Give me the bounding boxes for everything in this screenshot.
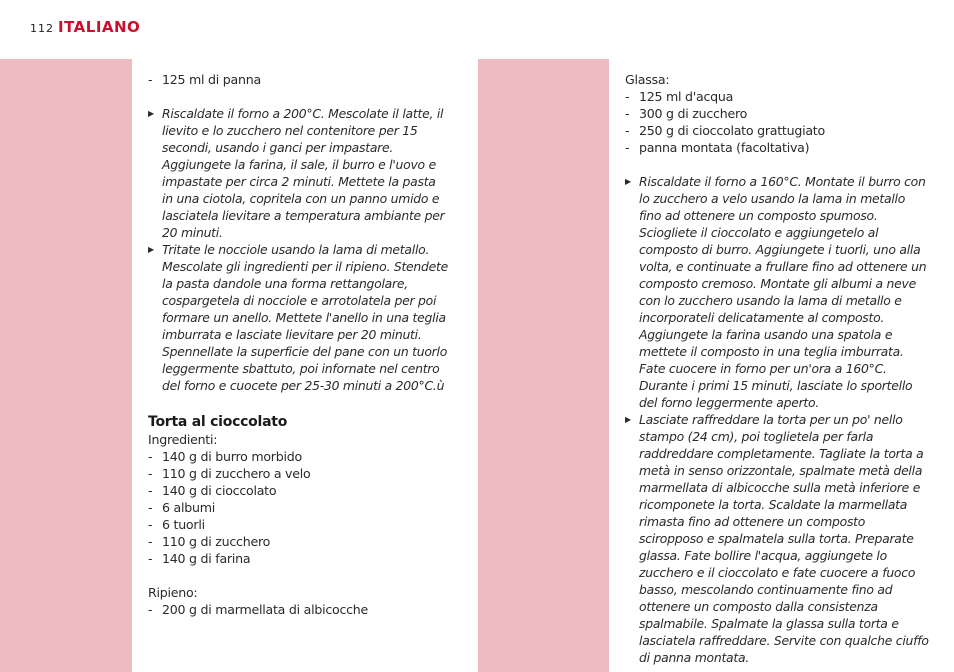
- instruction-text: Riscaldate il forno a 160°C. Montate il burro con lo zucchero a velo usando la lama in metallo fino ad ottenere un composto spumoso. Sciogliete il cioccolato e aggiungetelo al composto di burro. Aggiungete i tuorli, uno alla volta, e continuate a frullare fino ad ottenere un composto cremoso. Montate gli albumi a neve con lo zucchero usando la lama di metallo e incorporateli delicatamente al composto. Aggiungete la farina usando una spatola e mettete il composto in una teglia imburrata. Fate cuocere in forno per un'ora a 160°C. Durante i primi 15 minuti, lasciate lo sportello del forno leggermente aperto.: [639, 174, 927, 410]
- filling-label: Ripieno:: [148, 585, 198, 600]
- triangle-right-icon: ▶: [625, 177, 631, 186]
- instruction-text: Tritate le nocciole usando la lama di metallo. Mescolate gli ingredienti per il ripieno. Stendete la pasta dandole una forma rettangolare, cospargetela di nocciole e arrotolatela per poi formare un anello. Mettete l'anello in una teglia imburrata e lasciate lievitare per 20 minuti. Spennellate la superficie del pane con un tuorlo leggermente sbattuto, poi infornate nel centro del forno e cuocete per 25-30 minuti a 200°C.ù: [162, 242, 449, 393]
- instruction-step: [625, 173, 930, 411]
- ingredient-item: - 140 g di cioccolato: [148, 482, 448, 499]
- right-column: [625, 71, 930, 666]
- glaze-item: - 300 g di zucchero: [625, 105, 930, 122]
- instruction-text: Riscaldate il forno a 200°C. Mescolate il latte, il lievito e lo zucchero nel contenitore per 15 secondi, usando i ganci per impastare. Aggiungete la farina, il sale, il burro e l'uovo e impastate per circa 2 minuti. Mettete la pasta in una ciotola, copritela con un panno umido e lasciatela lievitare a temperatura ambiante per 20 minuti.: [162, 106, 445, 240]
- ingredient-item: - 6 tuorli: [148, 516, 448, 533]
- glaze-label: Glassa:: [625, 72, 670, 87]
- instruction-step: [625, 411, 930, 666]
- left-margin-band: [0, 59, 132, 672]
- ingredients-label: Ingredienti:: [148, 432, 218, 447]
- left-column: [148, 71, 448, 618]
- page-number: 112: [30, 22, 54, 35]
- ingredient-item: - 125 ml di panna: [148, 71, 448, 88]
- ingredient-item: - 110 g di zucchero: [148, 533, 448, 550]
- triangle-right-icon: ▶: [625, 415, 631, 424]
- recipe-title: Torta al cioccolato: [148, 414, 288, 430]
- ingredient-item: - 140 g di farina: [148, 550, 448, 567]
- glaze-item: - 250 g di cioccolato grattugiato: [625, 122, 930, 139]
- filling-item: - 200 g di marmellata di albicocche: [148, 601, 448, 618]
- triangle-right-icon: ▶: [148, 245, 154, 254]
- instruction-text: Lasciate raffreddare la torta per un po' nello stampo (24 cm), poi toglietela per farla raddreddare completamente. Tagliate la torta a metà in senso orizzontale, spalmate metà della marmellata di albicocche sulla metà inferiore e ricomponete la torta. Scaldate la marmellata rimasta fino ad ottenere un composto sciropposo e spalmatela sulla torta. Preparate glassa. Fate bollire l'acqua, aggiungete lo zucchero e il cioccolato e fate cuocere a fuoco basso, mescolando continuamente fino ad ottenere un composto dalla consistenza spalmabile. Spalmate la glassa sulla torta e lasciatela raffreddare. Servite con qualche ciuffo di panna montata.: [639, 412, 929, 665]
- triangle-right-icon: ▶: [148, 109, 154, 118]
- glaze-item: - 125 ml d'acqua: [625, 88, 930, 105]
- ingredient-item: - 140 g di burro morbido: [148, 448, 448, 465]
- instruction-step: [148, 105, 448, 241]
- instruction-step: [148, 241, 448, 394]
- right-margin-band: [478, 59, 609, 672]
- ingredient-item: - 6 albumi: [148, 499, 448, 516]
- glaze-item: - panna montata (facoltativa): [625, 139, 930, 156]
- ingredient-item: - 110 g di zucchero a velo: [148, 465, 448, 482]
- language-title: ITALIANO: [58, 18, 141, 36]
